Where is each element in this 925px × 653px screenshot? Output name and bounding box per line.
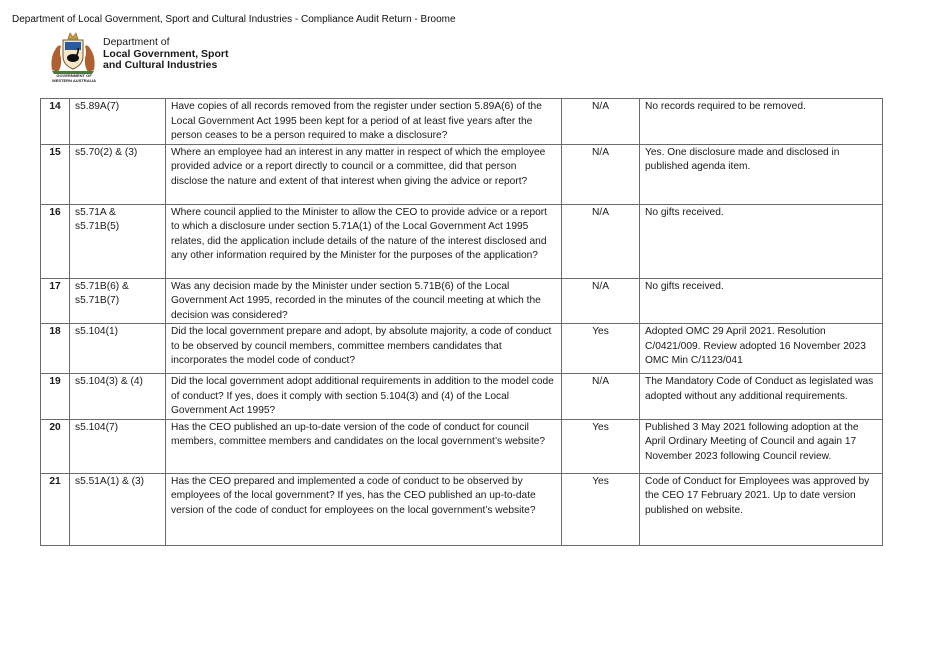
row-number: 17 <box>41 278 70 324</box>
comments: No gifts received. <box>640 204 883 278</box>
row-number: 21 <box>41 473 70 545</box>
legislation-reference: s5.71B(6) & s5.71B(7) <box>70 278 166 324</box>
department-name-line1: Department of <box>103 36 170 48</box>
audit-question: Where an employee had an interest in any matter in respect of which the employee provided advice or a report directly to council or a committee, did that person disclose the nature and extent of that interest when giving the advice or report? <box>166 144 562 204</box>
audit-question: Has the CEO published an up-to-date version of the code of conduct for council members, committee members and candidates on the local government’s website? <box>166 419 562 473</box>
legislation-reference: s5.104(7) <box>70 419 166 473</box>
department-name <box>103 37 228 72</box>
response: Yes <box>562 324 640 374</box>
audit-question: Did the local government adopt additional requirements in addition to the model code of conduct? If yes, does it comply with section 5.104(3) and (4) of the Local Government Act 1995? <box>166 374 562 420</box>
response: N/A <box>562 278 640 324</box>
table-row <box>41 324 883 374</box>
response: Yes <box>562 473 640 545</box>
response: Yes <box>562 419 640 473</box>
audit-question: Has the CEO prepared and implemented a code of conduct to be observed by employees of the local government? If yes, has the CEO published an up-to-date version of the code of conduct for employees on the local government’s website? <box>166 473 562 545</box>
comments: The Mandatory Code of Conduct as legislated was adopted without any additional requirements. <box>640 374 883 420</box>
comments: Adopted OMC 29 April 2021. Resolution C/0421/009. Review adopted 16 November 2023 OMC Min C/1123/041 <box>640 324 883 374</box>
department-name-line2: Local Government, Sport <box>103 47 229 60</box>
table-row <box>41 374 883 420</box>
comments: Yes. One disclosure made and disclosed in published agenda item. <box>640 144 883 204</box>
comments: Published 3 May 2021 following adoption at the April Ordinary Meeting of Council and again 17 November 2023 following Council review. <box>640 419 883 473</box>
row-number: 16 <box>41 204 70 278</box>
compliance-audit-table <box>40 98 883 546</box>
table-row <box>41 144 883 204</box>
table-row <box>41 204 883 278</box>
department-name-line3: and Cultural Industries <box>103 59 218 71</box>
comments: No gifts received. <box>640 278 883 324</box>
response: N/A <box>562 144 640 204</box>
legislation-reference: s5.89A(7) <box>70 99 166 145</box>
row-number: 14 <box>41 99 70 145</box>
legislation-reference: s5.70(2) & (3) <box>70 144 166 204</box>
table-row <box>41 99 883 145</box>
legislation-reference: s5.51A(1) & (3) <box>70 473 166 545</box>
audit-question: Where council applied to the Minister to allow the CEO to provide advice or a report to which a disclosure under section 5.71A(1) of the Local Government Act 1995 relates, did the application include details of the nature of the interest disclosed and any other information required by the Minister for the purposes of the application? <box>166 204 562 278</box>
legislation-reference: s5.71A & s5.71B(5) <box>70 204 166 278</box>
crest-caption: GOVERNMENT OF WESTERN AUSTRALIA <box>51 73 97 83</box>
row-number: 18 <box>41 324 70 374</box>
row-number: 15 <box>41 144 70 204</box>
response: N/A <box>562 99 640 145</box>
response: N/A <box>562 374 640 420</box>
document-header-title: Department of Local Government, Sport and Cultural Industries - Compliance Audit Return - Broome <box>12 14 456 25</box>
department-logo <box>46 30 266 86</box>
audit-question: Did the local government prepare and adopt, by absolute majority, a code of conduct to be observed by council members, committee members candidates that incorporates the model code of conduct? <box>166 324 562 374</box>
response: N/A <box>562 204 640 278</box>
audit-question: Was any decision made by the Minister under section 5.71B(6) of the Local Government Act 1995, recorded in the minutes of the council meeting at which the decision was considered? <box>166 278 562 324</box>
comments: No records required to be removed. <box>640 99 883 145</box>
audit-question: Have copies of all records removed from the register under section 5.89A(6) of the Local Government Act 1995 been kept for a period of at least five years after the person ceases to be a person required to make a disclosure? <box>166 99 562 145</box>
row-number: 20 <box>41 419 70 473</box>
table-row <box>41 419 883 473</box>
table-row <box>41 278 883 324</box>
legislation-reference: s5.104(1) <box>70 324 166 374</box>
comments: Code of Conduct for Employees was approved by the CEO 17 February 2021. Up to date version published on website. <box>640 473 883 545</box>
legislation-reference: s5.104(3) & (4) <box>70 374 166 420</box>
row-number: 19 <box>41 374 70 420</box>
table-row <box>41 473 883 545</box>
